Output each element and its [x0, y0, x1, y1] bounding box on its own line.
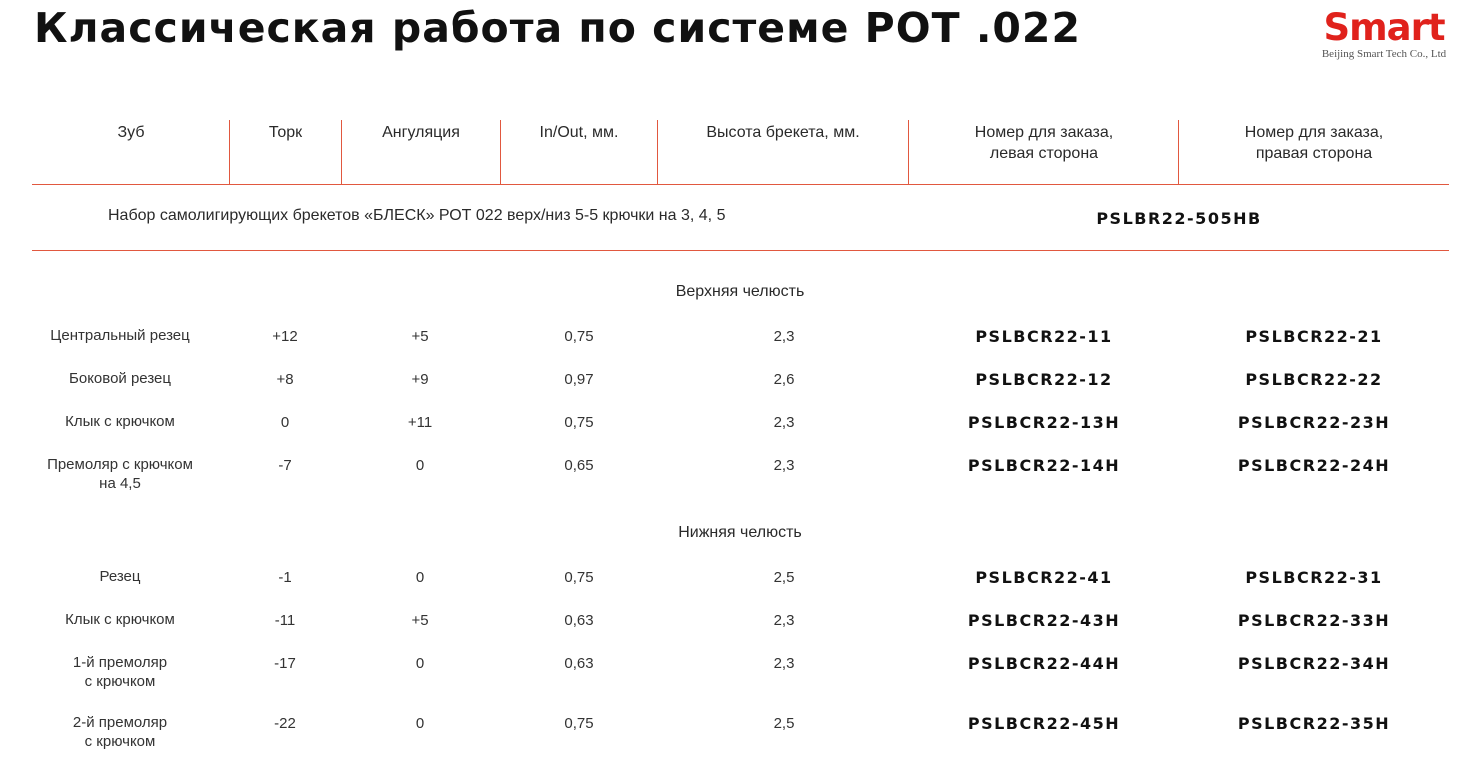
- section-upper-jaw: Верхняя челюсть: [675, 283, 805, 300]
- tooth-name-line1: Премоляр с крючком: [47, 456, 193, 473]
- page-title: Классическая работа по системе РОТ .022: [34, 4, 1081, 52]
- kit-description: Набор самолигирующих брекетов «БЛЕСК» РОТ 022 верх/низ 5-5 крючки на 3, 4, 5: [108, 207, 726, 224]
- angulation-value: +11: [407, 414, 433, 431]
- order-code-right: PSLBCR22-24H: [1237, 456, 1391, 475]
- torque-value: -22: [274, 715, 296, 732]
- inout-value: 0,75: [564, 569, 594, 586]
- inout-value: 0,65: [564, 457, 594, 474]
- inout-value: 0,75: [564, 328, 594, 345]
- height-value: 2,3: [773, 655, 795, 672]
- order-code-left: PSLBCR22-12: [975, 370, 1113, 389]
- height-value: 2,5: [773, 715, 795, 732]
- order-code-left: PSLBCR22-44H: [967, 654, 1121, 673]
- header-bottom-rule: [32, 184, 1449, 185]
- tooth-name: Боковой резец: [69, 370, 171, 387]
- inout-value: 0,63: [564, 655, 594, 672]
- height-value: 2,5: [773, 569, 795, 586]
- tooth-name: [20, 653, 220, 691]
- order-code-left: PSLBCR22-43H: [967, 611, 1121, 630]
- brand-logo: [1314, 8, 1454, 60]
- order-code-left: PSLBCR22-41: [975, 568, 1113, 587]
- order-code-right: PSLBCR22-33H: [1237, 611, 1391, 630]
- angulation-value: 0: [415, 715, 425, 732]
- angulation-value: 0: [415, 655, 425, 672]
- tooth-name-line2: с крючком: [84, 673, 156, 690]
- inout-value: 0,75: [564, 414, 594, 431]
- kit-bottom-rule: [32, 250, 1449, 251]
- logo-wordmark: Smart: [1323, 6, 1445, 49]
- order-code-right: PSLBCR22-21: [1245, 327, 1383, 346]
- tooth-name-line1: 1-й премоляр: [72, 654, 168, 671]
- order-code-right: PSLBCR22-35H: [1237, 714, 1391, 733]
- torque-value: -7: [278, 457, 292, 474]
- height-value: 2,3: [773, 457, 795, 474]
- header-order-right-line1: Номер для заказа,: [1244, 124, 1384, 141]
- order-code-left: PSLBCR22-11: [975, 327, 1113, 346]
- height-value: 2,3: [773, 414, 795, 431]
- angulation-value: +5: [411, 328, 429, 345]
- order-code-left: PSLBCR22-14H: [967, 456, 1121, 475]
- angulation-value: +9: [411, 371, 429, 388]
- tooth-name: [20, 713, 220, 751]
- torque-value: -17: [274, 655, 296, 672]
- angulation-value: +5: [411, 612, 429, 629]
- angulation-value: 0: [415, 457, 425, 474]
- header-order-left: [909, 120, 1179, 184]
- section-lower-jaw: Нижняя челюсть: [678, 524, 802, 541]
- tooth-name-line2: с крючком: [84, 733, 156, 750]
- torque-value: 0: [280, 414, 290, 431]
- logo-subtitle: Beijing Smart Tech Co., Ltd: [1321, 48, 1447, 60]
- inout-value: 0,63: [564, 612, 594, 629]
- order-code-left: PSLBCR22-45H: [967, 714, 1121, 733]
- order-code-left: PSLBCR22-13H: [967, 413, 1121, 432]
- order-code-right: PSLBCR22-31: [1245, 568, 1383, 587]
- header-order-right-line2: правая сторона: [1255, 145, 1373, 162]
- tooth-name-line1: 2-й премоляр: [72, 714, 168, 731]
- torque-value: +12: [272, 328, 298, 345]
- header-height: Высота брекета, мм.: [706, 124, 860, 141]
- order-code-right: PSLBCR22-34H: [1237, 654, 1391, 673]
- tooth-name: Клык с крючком: [65, 413, 175, 430]
- tooth-name: Центральный резец: [50, 327, 190, 344]
- tooth-name: Клык с крючком: [65, 611, 175, 628]
- inout-value: 0,75: [564, 715, 594, 732]
- tooth-name: [20, 455, 220, 493]
- header-angulation: Ангуляция: [382, 124, 460, 141]
- angulation-value: 0: [415, 569, 425, 586]
- header-inout: In/Out, мм.: [539, 124, 619, 141]
- header-order-left-line2: левая сторона: [989, 145, 1099, 162]
- torque-value: -1: [278, 569, 292, 586]
- kit-order-code: PSLBR22-505HB: [1096, 209, 1262, 228]
- torque-value: -11: [274, 612, 296, 629]
- order-code-right: PSLBCR22-22: [1245, 370, 1383, 389]
- header-tooth: Зуб: [117, 124, 145, 141]
- height-value: 2,3: [773, 328, 795, 345]
- header-order-left-line1: Номер для заказа,: [974, 124, 1114, 141]
- order-code-right: PSLBCR22-23H: [1237, 413, 1391, 432]
- tooth-name: Резец: [99, 568, 141, 585]
- tooth-name-line2: на 4,5: [99, 475, 141, 492]
- inout-value: 0,97: [564, 371, 594, 388]
- height-value: 2,3: [773, 612, 795, 629]
- header-torque: Торк: [268, 124, 303, 141]
- height-value: 2,6: [773, 371, 795, 388]
- torque-value: +8: [276, 371, 294, 388]
- header-order-right: [1179, 120, 1449, 184]
